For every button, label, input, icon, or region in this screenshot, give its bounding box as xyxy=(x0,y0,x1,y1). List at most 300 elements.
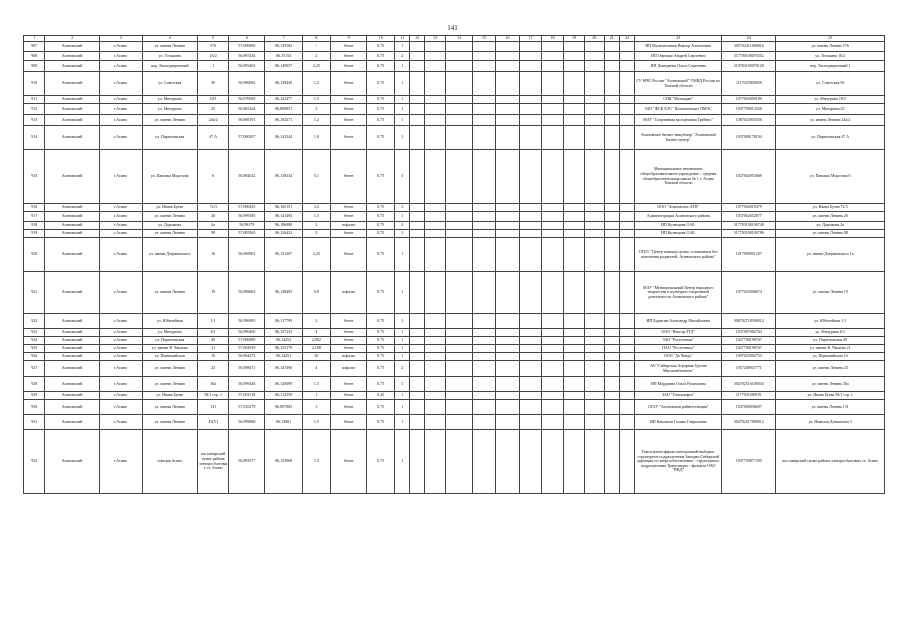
column-number-cell: 14 xyxy=(446,36,473,42)
table-cell: 45(V) xyxy=(197,415,229,430)
table-cell: 56,987434 xyxy=(229,52,265,61)
table-cell xyxy=(542,361,563,377)
table-cell: 0,75 xyxy=(367,115,395,126)
table-cell: 86,14252 xyxy=(265,337,303,345)
table-cell xyxy=(542,353,563,361)
table-cell: 916 xyxy=(24,204,45,212)
table-cell: 24а/2 xyxy=(197,115,229,126)
table-cell: 86,186088 xyxy=(265,222,303,230)
column-number-cell: 22 xyxy=(619,36,634,42)
table-cell xyxy=(585,72,604,96)
table-cell: 30а xyxy=(197,377,229,392)
table-row xyxy=(24,329,885,337)
table-cell xyxy=(410,212,424,222)
table-cell: Асиновский xyxy=(45,104,99,115)
table-cell: 1 xyxy=(395,329,410,337)
table-cell xyxy=(496,104,520,115)
table-cell: Асиновский xyxy=(45,272,99,314)
table-cell xyxy=(585,400,604,415)
table-cell xyxy=(424,230,445,238)
table-cell xyxy=(496,222,520,230)
table-cell: 1,5 xyxy=(303,377,331,392)
table-cell xyxy=(563,96,584,104)
table-cell: 0,75 xyxy=(367,377,395,392)
table-row xyxy=(24,104,885,115)
table-cell xyxy=(542,115,563,126)
table-cell xyxy=(542,400,563,415)
table-cell: 86,143344 xyxy=(265,126,303,150)
table-cell: ул. имени Ленина 576 xyxy=(776,42,885,52)
table-cell xyxy=(585,238,604,272)
table-cell: МАУ "Муниципальный Центр народного творчества и культурно-спортивной деятельности Асиновского района" xyxy=(635,272,722,314)
table-cell xyxy=(424,353,445,361)
table-cell xyxy=(410,204,424,212)
table-cell xyxy=(410,329,424,337)
table-cell: 56,996460 xyxy=(229,329,265,337)
table-cell: ЗАО "Ростелеком" xyxy=(635,337,722,345)
table-cell: ул. имени В. Чапаева xyxy=(142,345,197,353)
table-cell: Асиновское бизнес-инкубатор "Асиновский Бизнес-центр" xyxy=(635,126,722,150)
table-cell xyxy=(585,104,604,115)
table-row xyxy=(24,212,885,222)
table-cell xyxy=(496,415,520,430)
table-cell: ул. имени Дзержинского 1а xyxy=(776,238,885,272)
table-cell: 6/1 xyxy=(197,329,229,337)
table-cell xyxy=(519,72,541,96)
table-cell xyxy=(410,377,424,392)
table-cell xyxy=(542,238,563,272)
table-row xyxy=(24,61,885,72)
table-cell: 49 xyxy=(197,337,229,345)
table-cell xyxy=(542,314,563,329)
table-cell xyxy=(604,238,619,272)
table-cell: 18/1 xyxy=(197,96,229,104)
table-cell: ул. имени Ленина 19 xyxy=(776,272,885,314)
table-cell xyxy=(563,72,584,96)
table-cell: ул. имени В. Чапаева 21 xyxy=(776,345,885,353)
table-cell: 1 xyxy=(395,42,410,52)
column-number-cell: 23 xyxy=(635,36,722,42)
table-cell: 0,75 xyxy=(367,400,395,415)
table-cell xyxy=(446,52,473,61)
table-cell xyxy=(410,353,424,361)
table-cell: 56,998471 xyxy=(229,361,265,377)
table-cell: г.Асино xyxy=(99,212,142,222)
table-cell xyxy=(424,377,445,392)
table-cell xyxy=(410,392,424,400)
table-cell: ул. имени Ленина xyxy=(142,400,197,415)
table-cell: г.Асино xyxy=(99,337,142,345)
table-cell: 926 xyxy=(24,353,45,361)
table-cell: 924 xyxy=(24,337,45,345)
table-cell: ул. Юбилейная xyxy=(142,314,197,329)
table-cell xyxy=(446,61,473,72)
table-cell xyxy=(496,42,520,52)
table-cell: 86,131207 xyxy=(265,238,303,272)
table-cell xyxy=(446,42,473,52)
table-cell xyxy=(410,430,424,494)
table-cell: бетон xyxy=(330,52,367,61)
table-cell xyxy=(619,353,634,361)
table-cell xyxy=(619,104,634,115)
table-cell xyxy=(410,272,424,314)
table-cell: 56,98179 xyxy=(229,222,265,230)
table-cell xyxy=(410,52,424,61)
table-row xyxy=(24,361,885,377)
table-cell xyxy=(585,61,604,72)
table-cell xyxy=(619,337,634,345)
table-cell xyxy=(604,430,619,494)
table-cell xyxy=(446,126,473,150)
table-cell xyxy=(496,430,520,494)
table-cell xyxy=(542,345,563,353)
table-cell xyxy=(472,61,496,72)
table-cell: 98 xyxy=(197,230,229,238)
table-cell: 2 xyxy=(303,52,331,61)
table-cell: 86,141494 xyxy=(265,212,303,222)
table-cell: 1037002652877 xyxy=(722,212,776,222)
table-cell: 0,75 xyxy=(367,222,395,230)
table-cell xyxy=(619,72,634,96)
table-cell: ИП Огрешко Андрей Сергеевич xyxy=(635,52,722,61)
table-cell xyxy=(410,400,424,415)
table-cell xyxy=(424,415,445,430)
table-cell: ул. Павлика Морозова 6 xyxy=(776,150,885,204)
table-cell: 1037739877295 xyxy=(722,430,776,494)
table-cell: Асиновский xyxy=(45,52,99,61)
table-cell xyxy=(472,96,496,104)
column-number-cell: 18 xyxy=(542,36,563,42)
table-cell xyxy=(472,115,496,126)
table-cell xyxy=(446,345,473,353)
table-cell: 1 xyxy=(395,272,410,314)
table-cell xyxy=(563,415,584,430)
table-cell: 56,969901 xyxy=(229,238,265,272)
table-cell: г.Асино xyxy=(99,392,142,400)
table-cell xyxy=(496,230,520,238)
table-cell: 57,000435 xyxy=(229,204,265,212)
table-cell xyxy=(542,222,563,230)
table-cell: 56,982022 xyxy=(229,150,265,204)
table-cell: 1 xyxy=(395,212,410,222)
table-cell: г.Асино xyxy=(99,72,142,96)
table-cell: 19 xyxy=(197,272,229,314)
table-cell xyxy=(585,329,604,337)
table-cell: 3,4 xyxy=(303,204,331,212)
column-number-cell: 12 xyxy=(410,36,424,42)
table-cell xyxy=(424,238,445,272)
table-cell xyxy=(424,329,445,337)
table-cell: пер. Экспедиционный 1 xyxy=(776,61,885,72)
table-cell xyxy=(542,104,563,115)
table-row xyxy=(24,96,885,104)
table-cell xyxy=(563,238,584,272)
table-cell: Муниципальное автономное общеобразовательное учреждение – средняя общеобразовательная школа № 1 г. Асино Томской области xyxy=(635,150,722,204)
table-cell: 0,75 xyxy=(367,345,395,353)
table-cell: СПК "Мелиоран" xyxy=(635,96,722,104)
table-cell: г.Асино xyxy=(99,150,142,204)
table-cell xyxy=(563,104,584,115)
table-cell xyxy=(496,377,520,392)
table-cell xyxy=(446,329,473,337)
table-cell: 919 xyxy=(24,230,45,238)
table-cell xyxy=(604,400,619,415)
table-cell: Асиновский xyxy=(45,42,99,52)
table-row xyxy=(24,42,885,52)
table-cell xyxy=(519,52,541,61)
table-cell xyxy=(563,400,584,415)
table-cell xyxy=(542,96,563,104)
table-cell xyxy=(446,353,473,361)
table-cell xyxy=(446,361,473,377)
table-cell: 1 xyxy=(395,61,410,72)
table-cell: 0,75 xyxy=(367,42,395,52)
table-cell: ОГБУ "Асиновская райветстанция" xyxy=(635,400,722,415)
table-cell: 930 xyxy=(24,400,45,415)
table-cell xyxy=(496,126,520,150)
table-cell xyxy=(585,314,604,329)
table-cell: 925 xyxy=(24,345,45,353)
table-cell xyxy=(542,430,563,494)
table-cell: пассажирский пункт района электросбытовых ст. Асино xyxy=(197,430,229,494)
table-cell xyxy=(542,150,563,204)
table-cell: 1 xyxy=(395,126,410,150)
table-cell xyxy=(410,230,424,238)
table-cell: Асиновский xyxy=(45,337,99,345)
table-cell xyxy=(472,230,496,238)
table-cell: 23 xyxy=(197,361,229,377)
table-cell xyxy=(563,353,584,361)
column-number-cell: 11 xyxy=(395,36,410,42)
table-cell xyxy=(585,345,604,353)
table-cell: ул. Партизанская 47 А xyxy=(776,126,885,150)
table-cell: бетон xyxy=(330,377,367,392)
table-cell: 3 xyxy=(395,150,410,204)
table-row xyxy=(24,72,885,96)
table-cell xyxy=(604,222,619,230)
table-cell: г.Асино xyxy=(99,115,142,126)
table-cell: 1 xyxy=(197,61,229,72)
table-cell: 0,8 xyxy=(303,272,331,314)
table-cell: бетон xyxy=(330,329,367,337)
table-cell xyxy=(446,115,473,126)
table-cell: 911 xyxy=(24,96,45,104)
table-cell xyxy=(446,150,473,204)
column-number-cell: 4 xyxy=(142,36,197,42)
table-cell: ул. Мичурина 18/1 xyxy=(776,96,885,104)
table-cell xyxy=(604,377,619,392)
table-cell xyxy=(472,392,496,400)
table-cell: 909 xyxy=(24,61,45,72)
table-cell xyxy=(496,150,520,204)
table-cell xyxy=(472,337,496,345)
table-cell xyxy=(472,345,496,353)
table-cell: г.Асино xyxy=(99,238,142,272)
table-cell: 56,993577 xyxy=(229,430,265,494)
table-cell xyxy=(472,400,496,415)
table-cell: 16 xyxy=(197,238,229,272)
table-cell: 1017000851207 xyxy=(722,238,776,272)
column-number-cell: 24 xyxy=(722,36,776,42)
table-cell xyxy=(563,222,584,230)
table-cell: станция Асино xyxy=(142,430,197,494)
table-cell xyxy=(410,115,424,126)
table-cell: 929 xyxy=(24,392,45,400)
table-cell xyxy=(472,329,496,337)
table-cell: ул. Мичурина xyxy=(142,329,197,337)
table-cell: 305702411600016 xyxy=(722,42,776,52)
table-cell xyxy=(542,329,563,337)
table-cell xyxy=(585,52,604,61)
table-cell: ООО "Да Чанда" xyxy=(635,353,722,361)
table-cell: 50 xyxy=(197,72,229,96)
table-cell: 72/3 xyxy=(197,204,229,212)
table-cell xyxy=(472,314,496,329)
table-cell: Асиновский xyxy=(45,430,99,494)
table-cell: ул. Николая Довжилова 3 xyxy=(776,415,885,430)
table-cell xyxy=(472,42,496,52)
table-cell xyxy=(472,377,496,392)
table-cell: 47 А xyxy=(197,126,229,150)
table-cell xyxy=(496,353,520,361)
table-cell: ул. Ивана Буева xyxy=(142,392,197,400)
table-cell: 86,097065 xyxy=(265,400,303,415)
table-cell: ул. Ивана Буева xyxy=(142,204,197,212)
table-cell: 1,2 xyxy=(303,72,331,96)
table-cell xyxy=(619,96,634,104)
table-cell: г.Асино xyxy=(99,415,142,430)
table-cell: 317700100076352 xyxy=(722,52,776,61)
table-cell xyxy=(563,377,584,392)
table-cell xyxy=(446,230,473,238)
table-cell: 1 xyxy=(395,238,410,272)
table-cell: 2 xyxy=(303,222,331,230)
table-cell: ул. Тельмана 16/2 xyxy=(776,52,885,61)
table-cell: 931 xyxy=(24,415,45,430)
column-number-cell: 7 xyxy=(265,36,303,42)
table-cell xyxy=(446,377,473,392)
table-cell: 86,135582 xyxy=(265,42,303,52)
table-cell: 1037007002764 xyxy=(722,329,776,337)
table-row xyxy=(24,115,885,126)
table-cell xyxy=(563,314,584,329)
table-cell: 86,148405 xyxy=(265,272,303,314)
table-cell: 2 xyxy=(303,104,331,115)
table-cell: ООО "Вектор-ТТД" xyxy=(635,329,722,337)
table-cell xyxy=(604,314,619,329)
table-cell: 907 xyxy=(24,42,45,52)
table-cell xyxy=(542,415,563,430)
table-cell: 1 xyxy=(395,353,410,361)
table-cell: Асиновский xyxy=(45,329,99,337)
table-cell xyxy=(472,104,496,115)
page-number: 141 xyxy=(447,24,458,32)
table-cell: 0,75 xyxy=(367,212,395,222)
table-cell: 0,75 xyxy=(367,126,395,150)
table-cell xyxy=(519,400,541,415)
table-cell xyxy=(604,115,619,126)
table-cell: 1057200947771 xyxy=(722,361,776,377)
table-cell xyxy=(563,272,584,314)
table-row xyxy=(24,314,885,329)
table-cell xyxy=(604,272,619,314)
table-row xyxy=(24,337,885,345)
table-cell: 920 xyxy=(24,238,45,272)
table-cell: 57,000906 xyxy=(229,42,265,52)
table-cell: ЗАО "ФСК ЕЭС" Колпашевское ПМЭС xyxy=(635,104,722,115)
table-cell: 0,75 xyxy=(367,353,395,361)
table-row xyxy=(24,222,885,230)
table-cell: бетон xyxy=(330,400,367,415)
table-cell xyxy=(519,115,541,126)
table-cell xyxy=(446,400,473,415)
table-cell xyxy=(619,430,634,494)
table-cell: г.Асино xyxy=(99,222,142,230)
table-cell xyxy=(446,104,473,115)
table-cell xyxy=(585,361,604,377)
table-cell: 2 xyxy=(303,230,331,238)
table-cell xyxy=(519,230,541,238)
table-cell: 1 xyxy=(303,392,331,400)
table-cell xyxy=(542,72,563,96)
table-cell xyxy=(424,126,445,150)
table-cell xyxy=(585,115,604,126)
table-cell: 57,000689 xyxy=(229,337,265,345)
table-cell xyxy=(604,353,619,361)
table-cell xyxy=(542,42,563,52)
table-row xyxy=(24,430,885,494)
column-number-cell: 21 xyxy=(604,36,619,42)
table-cell: 306702718300012 xyxy=(722,314,776,329)
table-cell: 86,112559 xyxy=(265,392,303,400)
table-cell xyxy=(496,400,520,415)
table-cell xyxy=(410,345,424,353)
table-cell: бетон xyxy=(330,104,367,115)
table-cell: 2а xyxy=(197,222,229,230)
table-cell: 57,001118 xyxy=(229,392,265,400)
table-cell xyxy=(585,212,604,222)
table-row xyxy=(24,377,885,392)
table-cell: 1047000036697 xyxy=(722,400,776,415)
table-cell: 56,999446 xyxy=(229,377,265,392)
table-cell: Асиновский xyxy=(45,314,99,329)
table-cell xyxy=(519,272,541,314)
table-cell xyxy=(424,272,445,314)
table-cell xyxy=(563,126,584,150)
table-cell: 928 xyxy=(24,377,45,392)
table-cell: 86,165151 xyxy=(265,204,303,212)
table-cell: АО "Сибирская Аграрная Группа Мясокомбинатов" xyxy=(635,361,722,377)
table-cell: ИП Камчатая Галина Гавриловна xyxy=(635,415,722,430)
table-cell xyxy=(604,61,619,72)
table-cell: 26 xyxy=(197,212,229,222)
table-cell xyxy=(585,272,604,314)
table-cell xyxy=(496,329,520,337)
table-cell: Асиновский xyxy=(45,377,99,392)
table-cell xyxy=(424,42,445,52)
table-cell: 1 xyxy=(395,400,410,415)
table-cell: 21 xyxy=(197,345,229,353)
table-cell xyxy=(619,52,634,61)
table-cell xyxy=(496,345,520,353)
table-cell: ИП Кузнецова О.Ю. xyxy=(635,222,722,230)
table-cell: г.Асино xyxy=(99,52,142,61)
table-cell xyxy=(424,337,445,345)
table-cell xyxy=(519,42,541,52)
table-cell xyxy=(472,150,496,204)
table-cell: 1/1 xyxy=(197,314,229,329)
table-cell: 2,002 xyxy=(303,337,331,345)
